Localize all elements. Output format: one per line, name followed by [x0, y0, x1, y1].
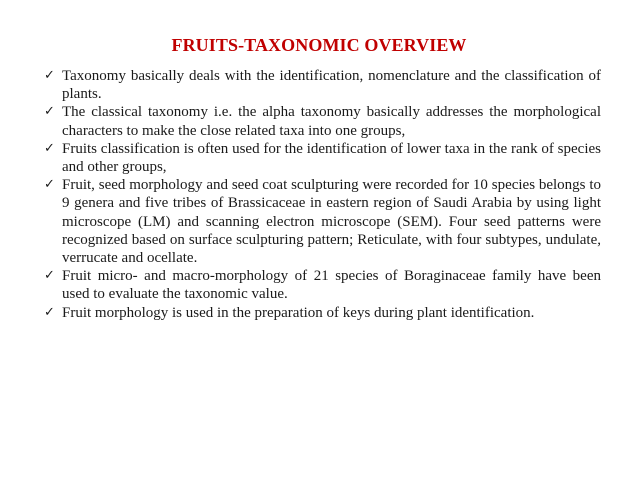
checkmark-icon: ✓	[44, 68, 55, 83]
bullet-text-3: Fruits classification is often used for the identification of lower taxa in the rank of species and other groups,	[62, 140, 601, 176]
checkmark-icon: ✓	[44, 177, 55, 193]
bullet-item-3	[44, 140, 601, 176]
bullet-text-4: Fruit, seed morphology and seed coat sculpturing were recorded for 10 species belongs to 9 genera and five tribes of Brassicaceae in eastern region of Saudi Arabia by using light microscope (LM) and scanning electron microscope (SEM). Four seed patterns were recognized based on surface sculpturing pattern; Reticulate, with four subtypes, undulate, verrucate and ocellate.	[62, 177, 601, 267]
checkmark-icon: ✓	[44, 140, 55, 156]
bullet-text-6: Fruit morphology is used in the preparation of keys during plant identification.	[62, 304, 535, 321]
checkmark-icon: ✓	[44, 104, 55, 120]
checkmark-icon: ✓	[44, 304, 55, 320]
bullet-item-6	[44, 304, 601, 322]
bullet-text-5: Fruit micro- and macro-morphology of 21 species of Boraginaceae family have been used to evaluate the taxonomic value.	[62, 268, 601, 303]
bullet-text-1: Taxonomy basically deals with the identification, nomenclature and the classification of plants.	[62, 68, 601, 103]
bullet-text-2: The classical taxonomy i.e. the alpha taxonomy basically addresses the morphological characters to make the close related taxa into one groups,	[62, 104, 601, 139]
slide-title: FRUITS-TAXONOMIC OVERVIEW	[171, 35, 467, 55]
bullet-item-5	[44, 267, 601, 303]
bullet-item-2	[44, 103, 601, 139]
bullet-item-1	[44, 67, 601, 103]
bullet-list	[44, 67, 601, 322]
bullet-item-4	[44, 176, 601, 267]
checkmark-icon: ✓	[44, 268, 55, 284]
